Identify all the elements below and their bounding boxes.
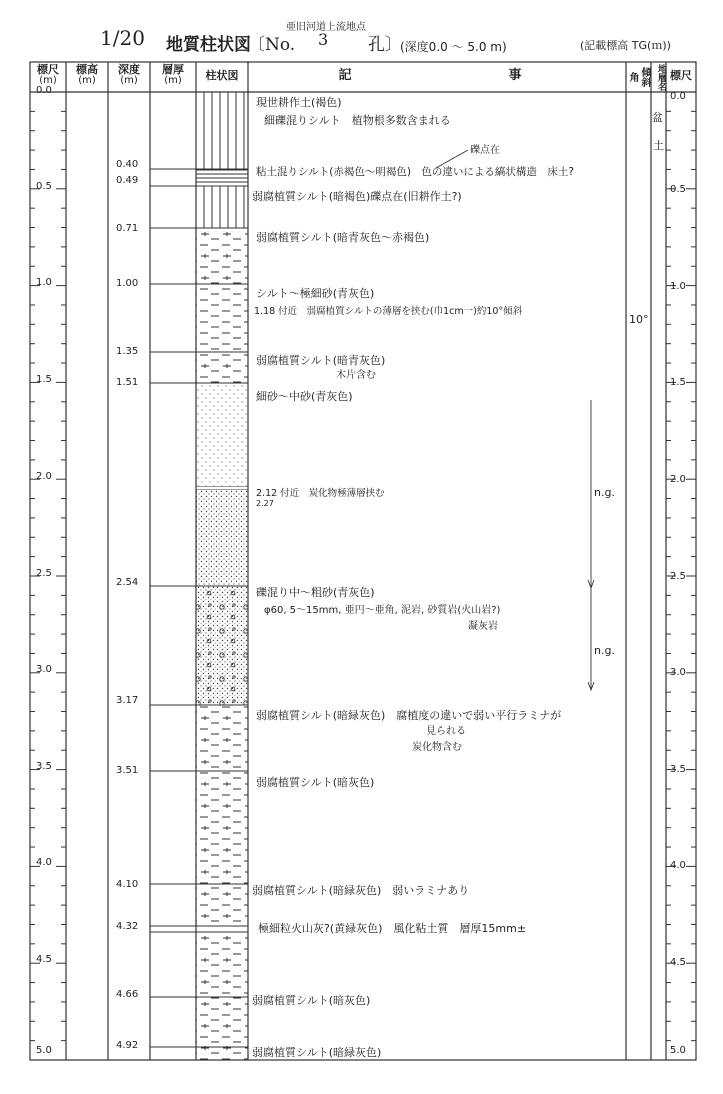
- column-graphic: [196, 92, 248, 1060]
- scale-label-right: 4.5: [670, 957, 686, 968]
- desc-gravel-composition: φ60, 5～15mm, 亜円～亜角, 泥岩, 砂質岩(火山岩?): [264, 605, 501, 616]
- header-scale-left: 標尺 (m): [37, 63, 59, 86]
- desc-gravelly-sand: 礫混り中～粗砂(青灰色): [256, 586, 375, 599]
- desc-volcanic-ash: 極細粒火山灰?(黄緑灰色) 風化粘土質 層厚15mm±: [258, 922, 527, 935]
- layer-humic-silt-2: [196, 352, 248, 383]
- scale-label-left: 1.5: [36, 374, 52, 385]
- page-title: 地質柱状図: [166, 35, 251, 55]
- scale-label-left: 5.0: [36, 1045, 52, 1056]
- layer-topsoil: [196, 92, 248, 169]
- depth-value: 1.51: [116, 377, 139, 388]
- layer-humic-silt-4: [196, 771, 248, 884]
- scale-label-left: 0.0: [36, 85, 52, 96]
- scale-label-right: 5.0: [670, 1045, 686, 1056]
- depth-value: 3.51: [116, 765, 139, 776]
- header-scale-right: 標尺: [670, 69, 692, 82]
- dip-value: 10°: [629, 313, 649, 326]
- desc-humic-silt-2: 弱腐植質シルト(暗青灰色): [256, 354, 386, 367]
- header-elevation: 標高 (m): [76, 63, 98, 86]
- scale-label-right: 0.5: [670, 184, 686, 195]
- location-note: 亜旧河道上流地点: [286, 22, 366, 33]
- scale-label-right: 3.5: [670, 764, 686, 775]
- desc-humic-silt-6: 弱腐植質シルト(暗灰色): [252, 994, 371, 1007]
- desc-old-topsoil: 弱腐植質シルト(暗褐色)礫点在(旧耕作土?): [252, 190, 462, 203]
- depth-value: 3.17: [116, 695, 139, 706]
- layer-gravelly-sand: [196, 586, 248, 705]
- scale-label-left: 4.0: [36, 857, 52, 868]
- scale-label-right: 2.0: [670, 474, 686, 485]
- scale-label: 1/20: [100, 26, 145, 50]
- depth-value: 4.32: [116, 921, 139, 932]
- depth-value: 4.10: [116, 879, 139, 890]
- layer-clayey-silt: [196, 169, 248, 186]
- scale-label-left: 3.0: [36, 664, 52, 675]
- header-depth: 深度 (m): [118, 63, 140, 86]
- desc-wood-fragments: 木片含む: [336, 370, 376, 381]
- layer-fine-medium-sand: [196, 383, 248, 486]
- header-dip: 傾斜角: [627, 67, 650, 87]
- ng-label: n.g.: [594, 486, 615, 499]
- scale-label-left: 2.0: [36, 471, 52, 482]
- layer-dense-sand: [196, 490, 248, 586]
- desc-humic-silt-3: 弱腐植質シルト(暗緑灰色) 腐植度の違いで弱い平行ラミナが: [256, 709, 562, 722]
- desc-topsoil: 現世耕作土(褐色): [256, 96, 342, 109]
- hole-suffix: 孔〕: [368, 35, 402, 55]
- header-column: 柱状図: [205, 69, 239, 82]
- desc-humic-silt-5: 弱腐植質シルト(暗緑灰色) 弱いラミナあり: [252, 884, 470, 897]
- scale-label-right: 4.0: [670, 860, 686, 871]
- hole-number: 3: [318, 30, 329, 49]
- depth-value: 0.40: [116, 159, 139, 170]
- layer-volcanic-ash: [196, 926, 248, 932]
- layer-humic-silt-7: [196, 997, 248, 1060]
- desc-humic-silt-7: 弱腐植質シルト(暗緑灰色): [252, 1046, 382, 1059]
- layer-humic-silt-5: [196, 884, 248, 926]
- scale-label-left: 0.5: [36, 181, 52, 192]
- desc-carbon-seam-depth: 2.27: [256, 499, 274, 508]
- depth-range: (深度0.0 ～ 5.0 m): [400, 40, 507, 54]
- header-description-a: 記: [338, 68, 352, 83]
- depth-value: 0.71: [116, 223, 139, 234]
- scale-label-right: 2.5: [670, 571, 686, 582]
- scale-label-right: 1.0: [670, 281, 686, 292]
- depth-value: 1.35: [116, 346, 139, 357]
- desc-thin-layer: 1.18 付近 弱腐植質シルトの薄層を挟む(巾1cm一)約10°傾斜: [254, 306, 523, 317]
- desc-lamina-visible: 見られる: [426, 726, 466, 737]
- formation-label-a: 盆: [652, 111, 663, 124]
- header-thickness: 層厚 (m): [162, 63, 184, 86]
- desc-fine-medium-sand: 細砂～中砂(青灰色): [256, 390, 353, 403]
- scale-label-left: 4.5: [36, 954, 52, 965]
- layer-humic-silt-6: [196, 932, 248, 997]
- desc-gravel-note: 礫点在: [470, 145, 500, 156]
- desc-tuff: 凝灰岩: [468, 621, 498, 632]
- scale-label-left: 1.0: [36, 277, 52, 288]
- elevation-note: (記載標高 TG(ｍ)): [580, 39, 671, 52]
- formation-label-b: 土: [653, 139, 664, 152]
- depth-value: 2.54: [116, 577, 139, 588]
- scale-label-right: 3.0: [670, 667, 686, 678]
- desc-topsoil-detail: 細礫混りシルト 植物根多数含まれる: [264, 114, 451, 127]
- layer-old-topsoil: [196, 186, 248, 228]
- scale-label-left: 2.5: [36, 568, 52, 579]
- desc-silt-fine-sand: シルト～極細砂(青灰色): [256, 287, 375, 300]
- header-description-b: 事: [508, 68, 522, 83]
- layer-humic-silt-3: [196, 705, 248, 771]
- scale-label-right: 0.0: [670, 91, 686, 102]
- scale-label-right: 1.5: [670, 377, 686, 388]
- depth-value: 4.92: [116, 1040, 139, 1051]
- depth-value: 1.00: [116, 278, 139, 289]
- header-formation: 地層名: [656, 63, 666, 91]
- layer-carbon-seam: [196, 486, 248, 490]
- layer-humic-silt-1: [196, 228, 248, 284]
- desc-humic-silt-4: 弱腐植質シルト(暗灰色): [256, 776, 375, 789]
- scale-label-left: 3.5: [36, 761, 52, 772]
- ng-label: n.g.: [594, 644, 615, 657]
- desc-carbon-included: 炭化物含む: [412, 742, 462, 753]
- depth-value: 0.49: [116, 175, 139, 186]
- depth-value: 4.66: [116, 989, 139, 1000]
- layer-silt-fine-sand: [196, 284, 248, 352]
- no-label: 〔No.: [248, 35, 296, 55]
- desc-humic-silt-1: 弱腐植質シルト(暗青灰色～赤褐色): [256, 231, 430, 244]
- desc-carbon-seam: 2.12 付近 炭化物極薄層挟む: [256, 488, 385, 499]
- desc-clayey-silt: 粘土混りシルト(赤褐色～明褐色) 色の違いによる縞状構造 床土?: [256, 166, 575, 178]
